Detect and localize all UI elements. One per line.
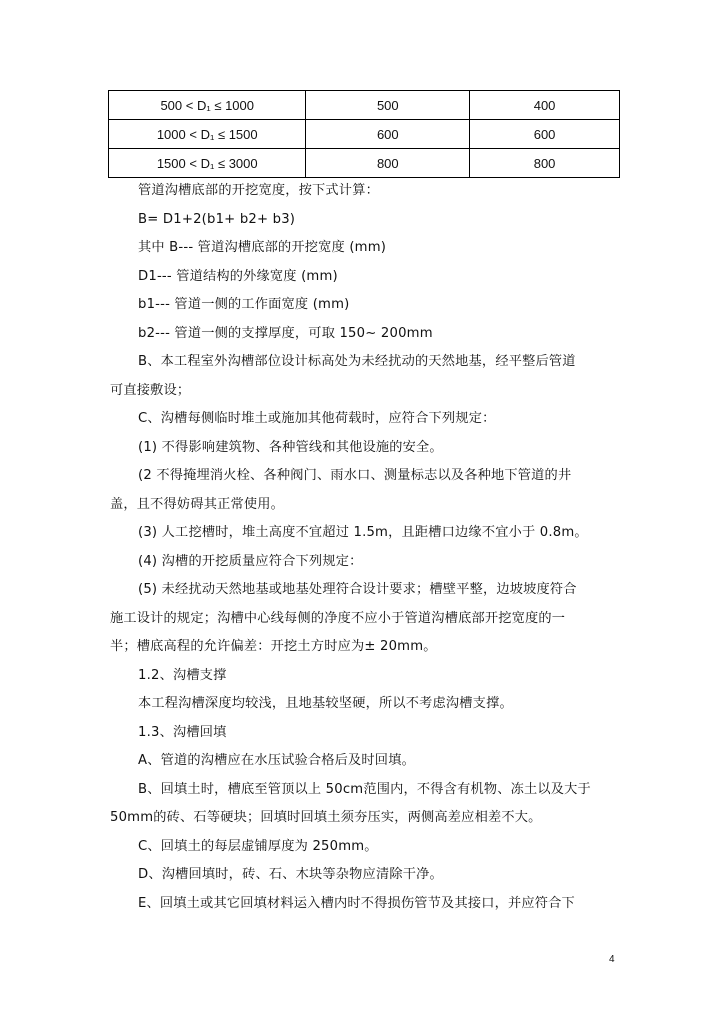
- table-cell-value: 600: [306, 120, 470, 149]
- text-line: 半；槽底高程的允许偏差：开挖土方时应为± 20mm。: [110, 639, 437, 654]
- table-cell-range: 1500 < D₁ ≤ 3000: [109, 149, 306, 178]
- section-heading: 1.3、沟槽回填: [138, 725, 227, 740]
- text-line: B、回填土时，槽底至管顶以上 50cm范围内，不得含有机物、冻土以及大于: [138, 782, 591, 797]
- table-cell-value: 600: [470, 120, 620, 149]
- text-line: B、本工程室外沟槽部位设计标高处为未经扰动的天然地基，经平整后管道: [138, 354, 576, 369]
- table-cell-value: 500: [306, 91, 470, 120]
- text-line: 50mm的砖、石等硬块；回填时回填土须夯压实，两侧高差应相差不大。: [110, 810, 542, 825]
- trench-width-table: [108, 90, 620, 178]
- table-row: [109, 149, 620, 178]
- table-cell-value: 800: [306, 149, 470, 178]
- text-line: C、回填土的每层虚铺厚度为 250mm。: [138, 839, 378, 854]
- text-line: D1--- 管道结构的外缘宽度 (mm): [138, 269, 338, 284]
- table-cell-range: 500 < D₁ ≤ 1000: [109, 91, 306, 120]
- text-line: E、回填土或其它回填材料运入槽内时不得损伤管节及其接口，并应符合下: [138, 896, 575, 911]
- text-line: C、沟槽每侧临时堆土或施加其他荷载时，应符合下列规定：: [138, 411, 496, 426]
- text-line: 施工设计的规定；沟槽中心线每侧的净度不应小于管道沟槽底部开挖宽度的一: [110, 611, 566, 626]
- page-number: 4: [609, 954, 615, 965]
- table-cell-range: 1000 < D₁ ≤ 1500: [109, 120, 306, 149]
- text-line: 盖，且不得妨碍其正常使用。: [110, 497, 285, 512]
- text-line: (4) 沟槽的开挖质量应符合下列规定：: [138, 554, 363, 569]
- text-line: 本工程沟槽深度均较浅，且地基较坚硬，所以不考虑沟槽支撑。: [138, 696, 513, 711]
- text-line: (3) 人工挖槽时，堆土高度不宜超过 1.5m，且距槽口边缘不宜小于 0.8m。: [138, 525, 588, 540]
- text-line: b1--- 管道一侧的工作面宽度 (mm): [138, 297, 350, 312]
- text-line: (1) 不得影响建筑物、各种管线和其他设施的安全。: [138, 440, 443, 455]
- table-cell-value: 800: [470, 149, 620, 178]
- text-line: 可直接敷设；: [110, 383, 191, 398]
- table-cell-value: 400: [470, 91, 620, 120]
- section-heading: 1.2、沟槽支撑: [138, 668, 227, 683]
- text-line: (2 不得掩埋消火栓、各种阀门、雨水口、测量标志以及各种地下管道的井: [138, 468, 572, 483]
- text-line: D、沟槽回填时，砖、石、木块等杂物应清除干净。: [138, 867, 443, 882]
- text-line: 管道沟槽底部的开挖宽度，按下式计算：: [138, 183, 379, 198]
- table-row: [109, 91, 620, 120]
- formula-line: B= D1+2(b1+ b2+ b3): [138, 212, 296, 227]
- text-line: b2--- 管道一侧的支撑厚度，可取 150~ 200mm: [138, 326, 433, 341]
- text-line: (5) 未经扰动天然地基或地基处理符合设计要求；槽壁平整，边坡坡度符合: [138, 582, 577, 597]
- text-line: 其中 B--- 管道沟槽底部的开挖宽度 (mm): [138, 240, 387, 255]
- text-line: A、管道的沟槽应在水压试验合格后及时回填。: [138, 753, 415, 768]
- table-row: [109, 120, 620, 149]
